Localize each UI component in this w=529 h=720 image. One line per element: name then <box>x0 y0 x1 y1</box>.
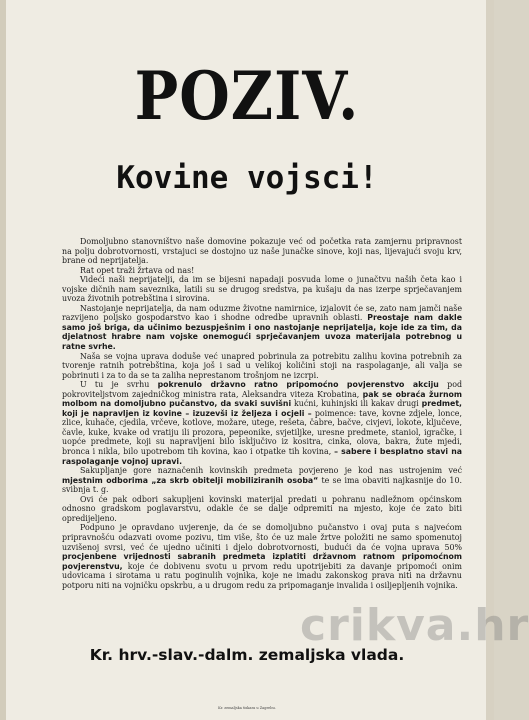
body-text: Rat opet traži žrtava od nas! <box>80 265 195 275</box>
body-text: te se ima obaviti najkasnije do 10. svibnja t. g. <box>62 475 462 495</box>
body-text: Podpuno je opravdano uvjerenje, da će se domoljubno pučanstvo i ovaj puta s najvećom pripravnošću odazvati ovome pozivu, tim više, što će uz male žrtve položiti ne samo spomenutoj uzvišenoj svrsi, već će ujedno učiniti i djelo dobrotvornosti, budući da će vojna uprava 50% <box>62 523 462 552</box>
emphasis-text: Preostaje nam dakle samo još briga, da učinimo bezuspješnim i ono nastojanje neprijatelja, koje ide za tim, da djelatnost hrabre nam vojske onemogući sprječavanjem uvoza materijala potrebnog u ratne svrhe. <box>62 313 462 352</box>
body-paragraph <box>62 304 462 352</box>
emphasis-text: – sabere i besplatno stavi na raspolaganje vojnoj upravi. <box>62 447 463 466</box>
body-text: Nastojanje neprijatelja, da nam oduzme životne namirnice, izjalovit će se, zato nam jamči naše razvijeno poljsko gospodarstvo kao i shodne odredbe upravnih oblasti. <box>62 303 462 323</box>
body-text: Videći naši neprijatelji, da im se bijesni napadaji posvuda lome o junačtvu naših četa kao i vojske dičnih nam saveznika, latili su se drugog sredstva, pa kušaju da nas izerpe sprječavanjem uvoza životnih potrebština i sirovina. <box>62 275 462 304</box>
body-paragraph <box>62 237 462 266</box>
body-text: pod pokroviteljstvom zajedničkog ministra rata, Aleksandra viteza Krobatina, <box>62 380 462 399</box>
emphasis-text: predmet, koji je napravljen iz kovine – izuzevši iz željeza i ocjeli – <box>62 399 463 418</box>
body-text: Domoljubno stanovništvo naše domovine pokazuje već od početka rata zamjernu pripravnost na polju dobrotvornosti, vrstajuci se dostojno uz naše junačke sinove, koji nas, lijevajući svoju krv, brane od neprijatelja. <box>62 237 462 266</box>
body-paragraph <box>62 266 462 276</box>
body-paragraph <box>62 466 462 495</box>
emphasis-text: mjestnim odborima „za skrb obitelji mobiliziranih osoba“ <box>62 475 319 485</box>
body-paragraph <box>62 275 462 304</box>
body-text: Ovi će pak odbori sakupljeni kovinski materijal predati u pohranu nadležnom općinskom odnosno gradskom poglavarstvu, odakle će se dalje odpremiti na mjesto, koje će zato biti opredijeljeno. <box>62 494 462 523</box>
watermark-logo: crikva.hr <box>300 600 529 651</box>
body-paragraph <box>62 352 462 381</box>
body-text: kućni, kuhinjski ili kakav drugi <box>291 399 422 409</box>
poster-body-text <box>62 237 462 590</box>
emphasis-text: procjenbene vrijednosti sabranih predmeta izplatiti državnom ratnom pripomoćnom povjerenstvu, <box>62 552 462 571</box>
body-text: Naša se vojna uprava doduše već unapred pobrinula za potrebitu zalihu kovina potrebnih za tvorenje ratnih potrebština, koja još i sad u velikoj količini stoji na raspolaganje, ali valja se pobrinuti i za to da se ta zaliha neprestanom trošnjom ne izcrpi. <box>62 351 462 380</box>
emphasis-text: pak se obraća žurnom molbom na domoljubno pučanstvo, da svaki suvišni <box>62 389 462 409</box>
poster-subtitle: Kovine vojsci! <box>116 160 378 196</box>
poster-signature: Kr. hrv.-slav.-dalm. zemaljska vlada. <box>89 646 405 664</box>
body-paragraph <box>62 380 462 466</box>
body-paragraph <box>62 523 462 590</box>
body-text: koje će dobivenu svotu u prvom redu upotrijebiti za davanje pripomoći onim udovicama i sirotama u ratu poginulih vojnika, koje ne imadu zakonskog prava niti na državnu potporu niti na vojničku opskrbu, a u drugom redu za pripomaganje invalida i osiljepljenih vojnika. <box>62 561 462 590</box>
body-text: U tu je svrhu <box>80 380 158 390</box>
poster-title: POZIV. <box>134 56 360 136</box>
body-paragraph <box>62 495 462 524</box>
printer-imprint: Kr. zemaljska tiskara u Zagrebu. <box>218 706 276 710</box>
emphasis-text: pokrenulo državno ratno pripomoćno povjerenstvo akciju <box>157 380 439 390</box>
body-text: Sakupljanje gore naznačenih kovinskih predmeta povjereno je kod nas ustrojenim već <box>80 466 462 476</box>
body-text: poimence: tave, kovne zdjele, lonce, zlice, kuhače, cjedila, vrčeve, kotlove, možare, utege, rešeta, čabre, bačve, civjevi, lokote, ključeve, čavle, kuke, kvake od vratiju ili prozora, pepeonike, svjetiljke, uresne predmete, staniol, igračke, i uopće predmete, koji su napravljeni bilo isključivo iz kositra, cinka, olova, bakra, žute mjedi, bronca i nikla, bilo upotrebom tih kovina, kao i otpatke tih kovina, <box>62 408 462 457</box>
